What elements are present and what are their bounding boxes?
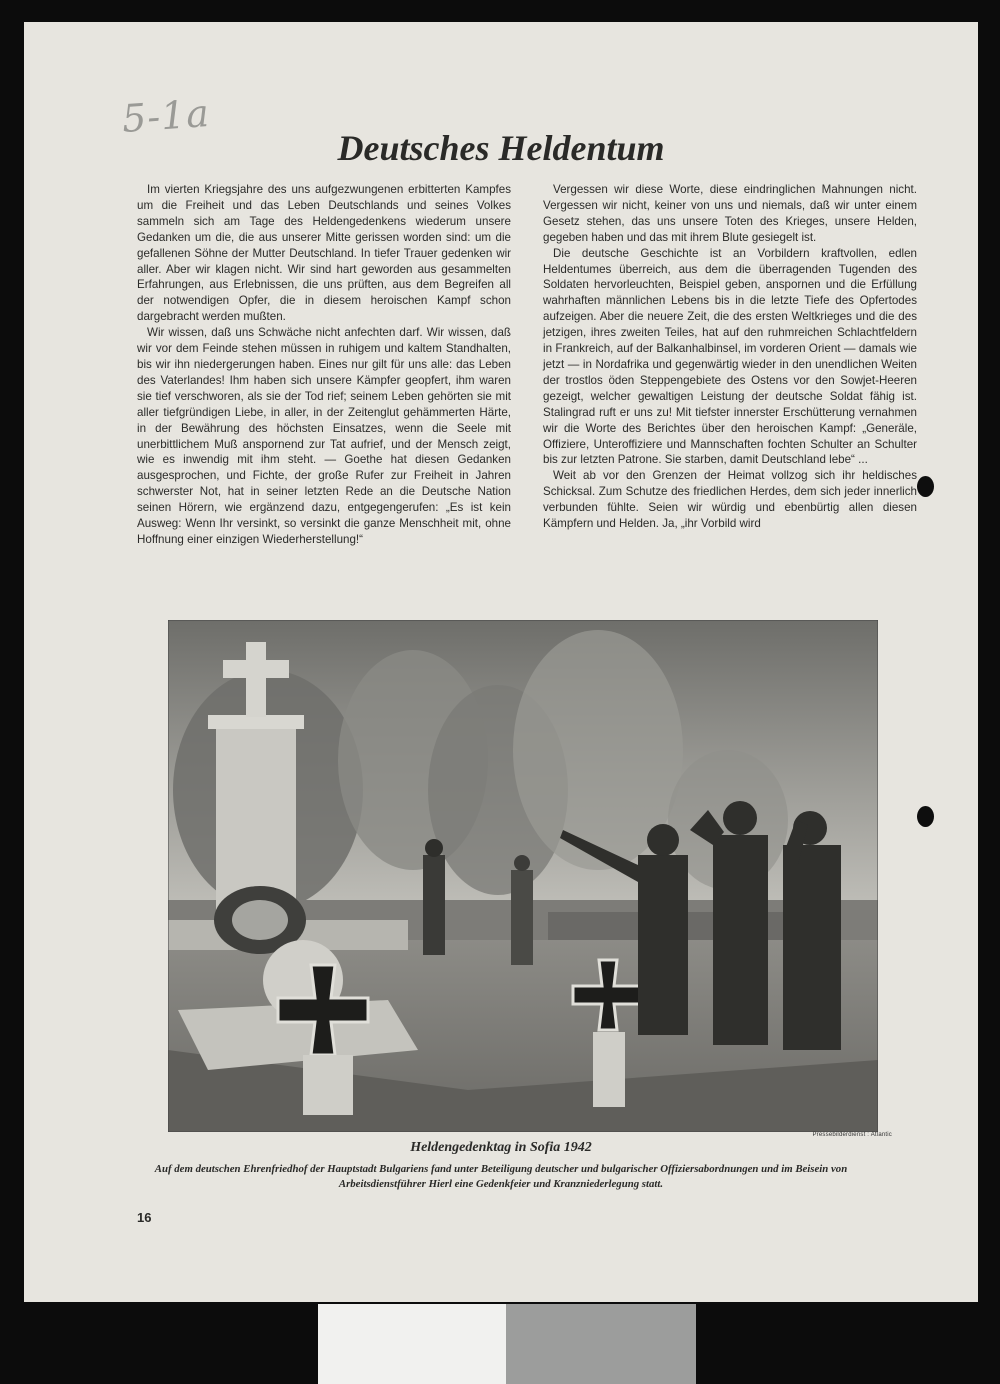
left-paragraph: Wir wissen, daß uns Schwäche nicht anfechten darf. Wir wissen, daß wir vor dem Feinde stehen müssen in ruhigem und kaltem Standhalten, bis wir ihn niedergerungen haben. Eines nur gilt für uns alle: das Leben des Vaterlandes! Ihm haben sich unsere Kämpfer geopfert, ihm waren sie tief verschworen, als sie der Tod rief; seinem Leben gehörten sie mit aller tiefgründigen Liebe, in aller, in der Zeitenglut gehämmerten Härte, in der Bewährung des höchsten Einsatzes, wenn die Seele mit unerbittlichem Muß anspornend zur Tat aufrief, und der Mensch zeigt, wie es inwendig mit ihm steht. — Goethe hat diesen Gedanken ausgesprochen, und Fichte, der große Rufer zur Freiheit in Jahren schwerster Not, hat in seiner letzten Rede an die Deutsche Nation seinen Hörern, wie ergänzend dazu, entgegengerufen: „Es ist kein Ausweg: Wenn Ihr versinkt, so versinkt die ganze Menschheit mit, ohne Hoffnung einer einzigen Wiederherstellung!“ [137,326,511,546]
handwritten-note: 5-1a [120,90,212,142]
punch-hole [917,806,934,827]
document-page [24,22,978,1302]
punch-hole [917,476,934,497]
page-number: 16 [137,1210,152,1225]
right-column [543,182,917,532]
memorial-photo [168,620,878,1132]
right-paragraph: Vergessen wir diese Worte, diese eindringlichen Mahnungen nicht. Vergessen wir nicht, keiner von uns und niemals, daß wir unter einem Gesetz stehen, das uns unsere Toten des Krieges, unsere Helden, gegeben haben und das mit ihrem Blute gesiegelt ist. [543,183,917,244]
article-title: Deutsches Heldentum [337,128,665,168]
photo-illustration [168,620,878,1132]
scan-calibration-white [318,1304,506,1384]
caption-text: Auf dem deutschen Ehrenfriedhof der Hauptstadt Bulgariens fand unter Beteiligung deutscher und bulgarischer Offiziersabordnungen und im Beisein von Arbeitsdienstführer Hierl eine Gedenkfeier und Kranzniederlegung statt. [154,1163,848,1190]
scan-calibration-gray [506,1304,696,1384]
left-paragraph: Im vierten Kriegsjahre des uns aufgezwungenen erbitterten Kampfes um die Freiheit und das Leben Deutschlands und seines Volkes sammeln sich am Tage des Heldengedenkens wiederum unsere Gedanken um die, die aus unserer Mitte gerissen worden sind: um die gefallenen Söhne der Mutter Deutschland. In tiefer Trauer gedenken wir aller. Aber wir klagen nicht. Wir sind hart geworden aus gesammelten Erfahrungen, aus Erlebnissen, die uns prüften, aus dem Begreifen all der notwendigen Opfer, die in diesem heroischen Kampf schon dargebracht werden mußten. [137,183,511,324]
photo-credit: Pressebilderdienst : Atlantic [812,1132,892,1138]
right-paragraph: Die deutsche Geschichte ist an Vorbildern kraftvollen, edlen Heldentumes überreich, aus dem die überragenden Tugenden des Soldaten hervorleuchten, Beispiel geben, anspornen und die Erfüllung wahrhaften männlichen Lebens bis in die letzte Tiefe des Opfertodes aufzeigen. Aber die neuere Zeit, die des ersten Weltkrieges und die des jetzigen, ihres zweiten Teiles, hat auf den ruhmreichen Schlachtfeldern in Frankreich, auf der Balkanhalbinsel, im vorderen Orient — damals wie jetzt — in Nordafrika und gegenwärtig wieder in den unendlichen Weiten der trostlos öden Steppengebiete des Ostens vor den Sowjet-Heeren gezeigt, welcher gewaltigen Leistung der deutsche Soldat fähig ist. Stalingrad ruft er uns zu! Mit tiefster innerster Erschütterung vernahmen wir die Worte des Berichtes über den heroischen Kampf: „Generäle, Offiziere, Unteroffiziere und Mannschaften fochten Schulter an Schulter bis zur letzten Patrone. Sie starben, damit Deutschland lebe“ ... [543,246,917,467]
left-column [137,182,511,548]
caption-title: Heldengedenktag in Sofia 1942 [410,1140,592,1155]
right-paragraph: Weit ab vor den Grenzen der Heimat vollzog sich ihr heldisches Schicksal. Zum Schutze des friedlichen Herdes, dem sich jeder innerlich verbunden fühlte. Seien wir würdig und ebenbürtig allen diesen Kämpfern und Helden. Ja, „ihr Vorbild wird [543,469,917,531]
